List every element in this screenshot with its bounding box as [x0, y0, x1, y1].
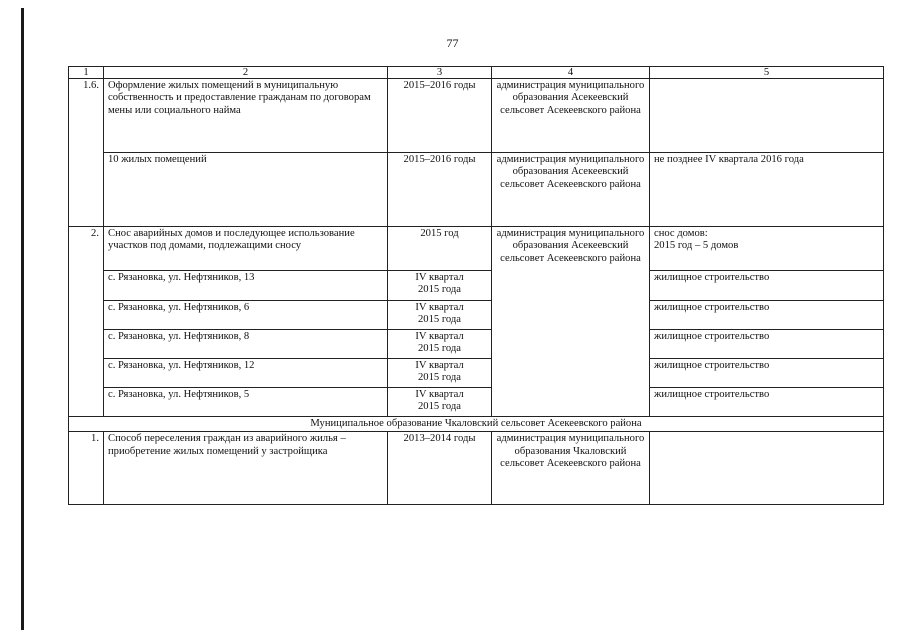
row-period: IV квартал 2015 года: [388, 388, 492, 417]
row-period: IV квартал 2015 года: [388, 271, 492, 301]
row-period: 2015–2016 годы: [388, 153, 492, 227]
header-cell: 4: [492, 67, 650, 79]
row-result: жилищное строительство: [650, 271, 884, 301]
row-responsible: администрация муниципального образования Асекеевский сельсовет Асекеевского района: [492, 227, 650, 417]
page-number: 77: [446, 36, 459, 50]
row-responsible: администрация муниципального образования Чкаловский сельсовет Асекеевского района: [492, 432, 650, 505]
row-description: с. Рязановка, ул. Нефтяников, 12: [104, 359, 388, 388]
row-result: жилищное строительство: [650, 330, 884, 359]
row-description: с. Рязановка, ул. Нефтяников, 13: [104, 271, 388, 301]
scan-edge-bar: [21, 8, 24, 630]
row-period: 2015 год: [388, 227, 492, 271]
row-result: [650, 432, 884, 505]
header-cell: 1: [69, 67, 104, 79]
row-result: [650, 79, 884, 153]
header-cell: 5: [650, 67, 884, 79]
row-number: 1.: [69, 432, 104, 505]
row-description: Снос аварийных домов и последующее использование участков под домами, подлежащими сносу: [104, 227, 388, 271]
row-number: 2.: [69, 227, 104, 417]
table-row: [69, 79, 884, 153]
schedule-table: [68, 66, 884, 505]
row-result: жилищное строительство: [650, 359, 884, 388]
table-row: [69, 432, 884, 505]
table-row: [69, 227, 884, 271]
row-responsible: администрация муниципального образования Асекеевский сельсовет Асекеевского района: [492, 79, 650, 153]
row-number: 1.6.: [69, 79, 104, 227]
row-description: Способ переселения граждан из аварийного жилья – приобретение жилых помещений у застройщика: [104, 432, 388, 505]
header-cell: 2: [104, 67, 388, 79]
table-header-row: [69, 67, 884, 79]
row-result: жилищное строительство: [650, 301, 884, 330]
row-result: жилищное строительство: [650, 388, 884, 417]
row-period: 2015–2016 годы: [388, 79, 492, 153]
row-description: с. Рязановка, ул. Нефтяников, 5: [104, 388, 388, 417]
section-heading-row: [69, 417, 884, 432]
row-responsible: администрация муниципального образования Асекеевский сельсовет Асекеевского района: [492, 153, 650, 227]
row-period: 2013–2014 годы: [388, 432, 492, 505]
row-description: Оформление жилых помещений в муниципальную собственность и предоставление гражданам по договорам мены или социального найма: [104, 79, 388, 153]
row-period: IV квартал 2015 года: [388, 359, 492, 388]
row-result: не позднее IV квартала 2016 года: [650, 153, 884, 227]
table-row: [69, 301, 884, 330]
row-description: с. Рязановка, ул. Нефтяников, 6: [104, 301, 388, 330]
table-row: [69, 153, 884, 227]
row-period: IV квартал 2015 года: [388, 301, 492, 330]
row-period: IV квартал 2015 года: [388, 330, 492, 359]
table-row: [69, 359, 884, 388]
header-cell: 3: [388, 67, 492, 79]
table-row: [69, 330, 884, 359]
table-row: [69, 388, 884, 417]
table-row: [69, 271, 884, 301]
row-description: 10 жилых помещений: [104, 153, 388, 227]
row-description: с. Рязановка, ул. Нефтяников, 8: [104, 330, 388, 359]
row-result: снос домов: 2015 год – 5 домов: [650, 227, 884, 271]
section-heading: Муниципальное образование Чкаловский сельсовет Асекеевского района: [69, 417, 884, 432]
